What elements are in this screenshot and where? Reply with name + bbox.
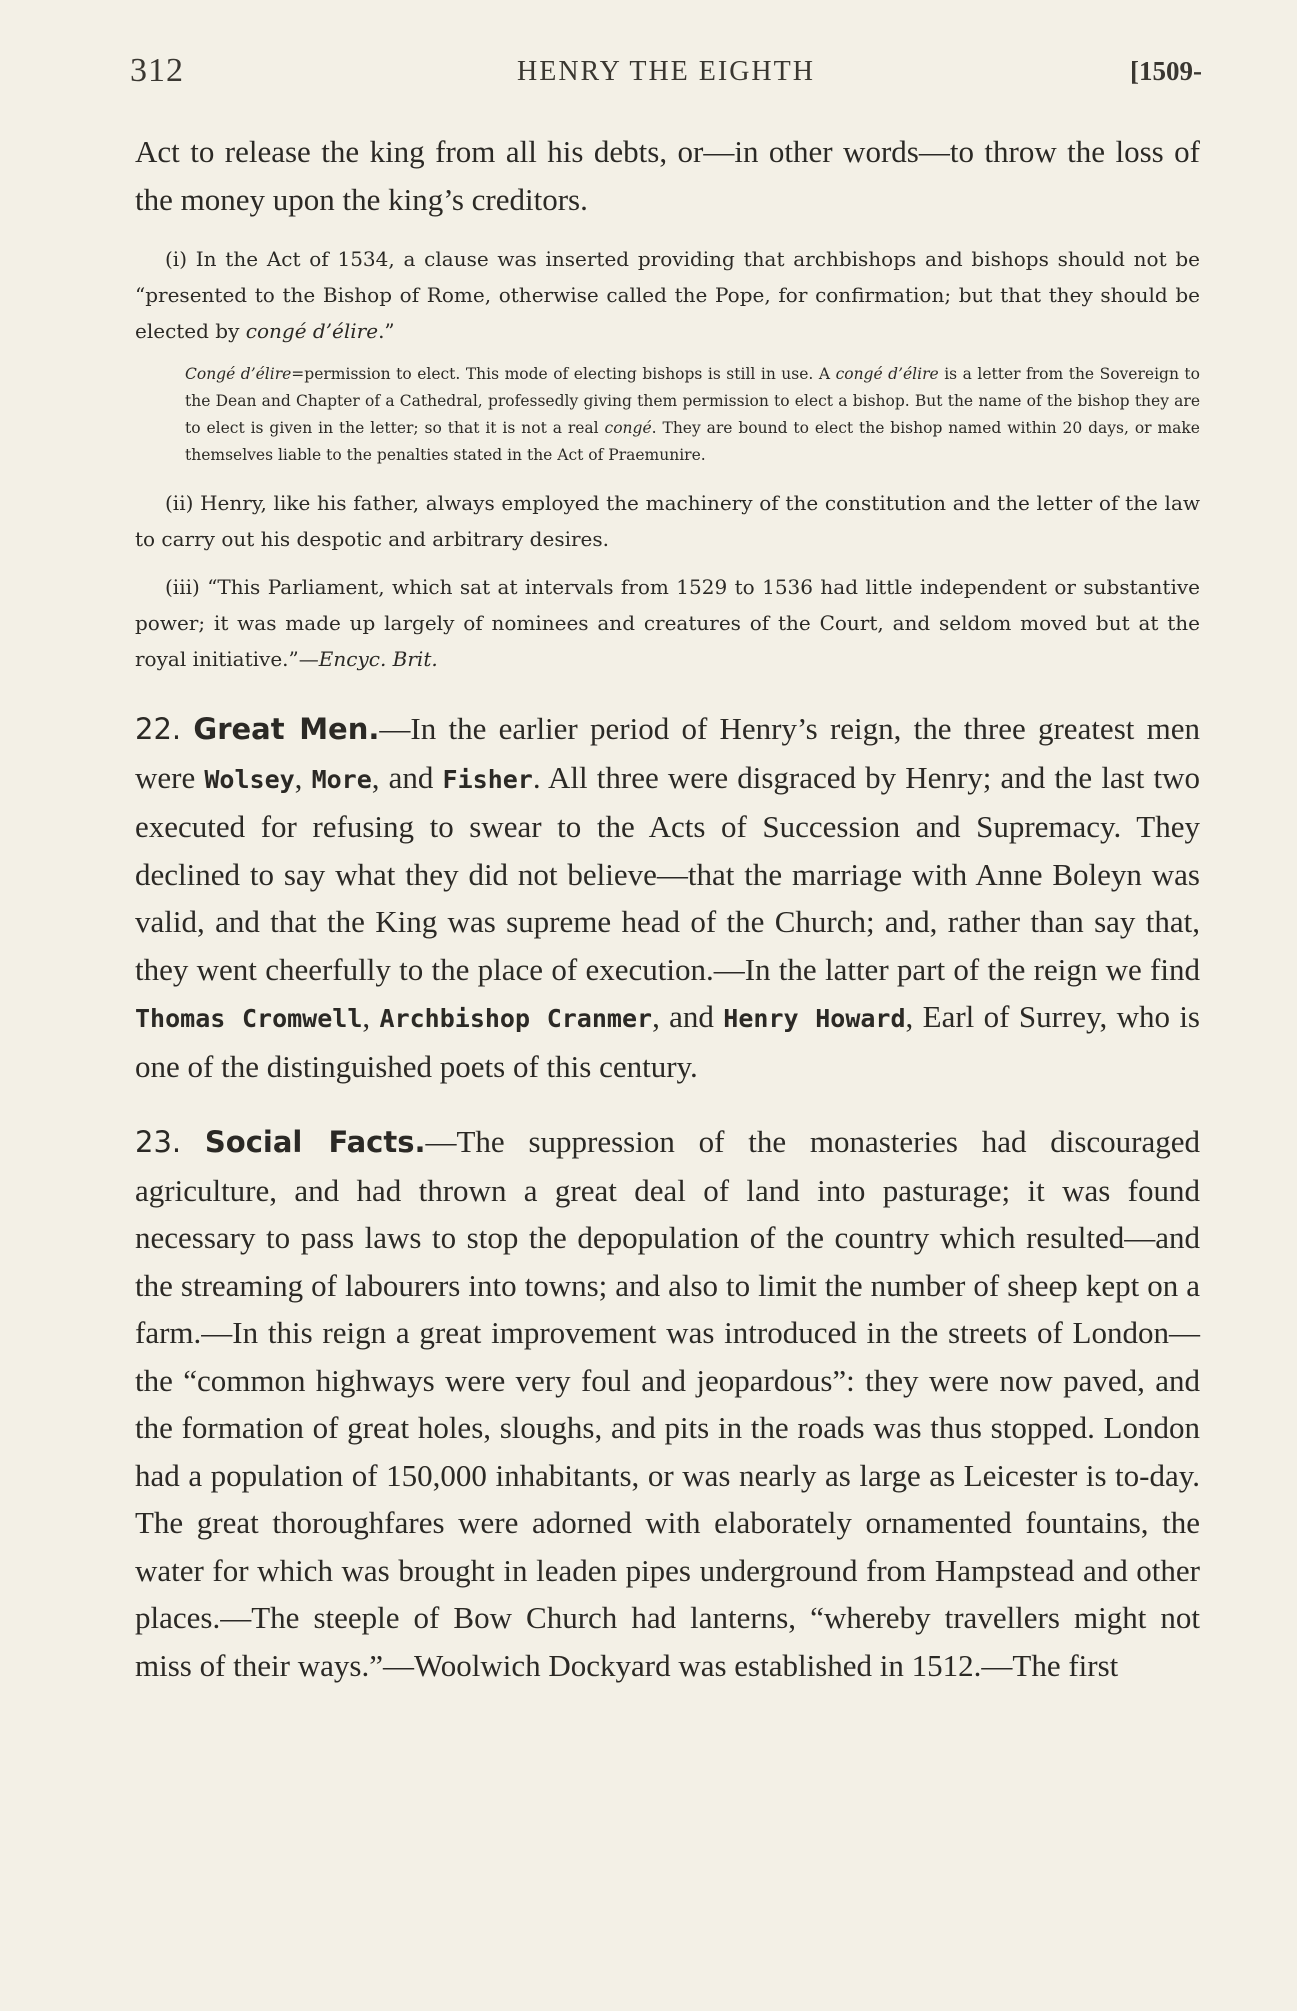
note-i-term: congé d’élire xyxy=(245,319,379,343)
page-number: 312 xyxy=(130,52,184,89)
note-iii-text: (iii) “This Parliament, which sat at intervals from 1529 to 1536 had little independent or substantive power; it was made up largely of nominees and creatures of the Court, and seldom moved but at the royal initiative.”— xyxy=(135,575,1200,671)
person-wolsey: Wolsey xyxy=(204,764,295,794)
running-title: HENRY THE EIGHTH xyxy=(517,56,815,87)
page-body xyxy=(135,128,1200,1689)
section-23-text: —The suppression of the monasteries had discouraged agriculture, and had thrown a great deal of land into pasturage; it was found necessary to pass laws to stop the depopulation of the country which resulted—and the streaming of labourers into towns; and also to limit the number of sheep kept on a farm.—In this reign a great improvement was introduced in the streets of London—the “common highways were very foul and jeopardous”: they were now paved, and the formation of great holes, sloughs, and pits in the roads was thus stopped. London had a population of 150,000 inhabitants, or was nearly as large as Leicester is to-day. The great thoroughfares were adorned with elaborately ornamented fountains, the water for which was brought in leaden pipes underground from Hampstead and other places.—The steeple of Bow Church had lanterns, “whereby travellers might not miss of their ways.”—Woolwich Dockyard was established in 1512.—The first xyxy=(135,1124,1201,1683)
section-23-number: 23. xyxy=(135,1125,182,1159)
running-header xyxy=(130,52,1202,102)
section-22-number: 22. xyxy=(135,712,182,746)
person-howard: Henry Howard xyxy=(723,1004,906,1033)
note-ii: (ii) Henry, like his father, always employed the machinery of the constitution and the letter of the law to carry out his despotic and arbitrary desires. xyxy=(135,491,1200,551)
section-23 xyxy=(135,1118,1200,1689)
person-cranmer: Archbishop Cranmer xyxy=(379,1004,653,1033)
section-22-title: Great Men. xyxy=(193,712,380,746)
section-23-title: Social Facts. xyxy=(204,1125,426,1159)
person-cromwell: Thomas Cromwell xyxy=(135,1004,363,1033)
note-i-tail: .” xyxy=(378,319,395,343)
conge-delire-note: Congé d’élire=permission to elect. This mode of electing bishops is still in use. A congé d’élire is a letter from the Sovereign to the Dean and Chapter of a Cathedral, professedly giving them permission to elect a bishop. But the name of the bishop they are to elect is given in the letter; so that it is not a real congé. They are bound to elect the bishop named within 20 days, or make themselves liable to the penalties stated in the Act of Praemunire. xyxy=(185,365,1200,464)
intro-paragraph: Act to release the king from all his debts, or—in other words—to throw the loss of the money upon the king’s creditors. xyxy=(135,134,1200,217)
note-iii xyxy=(135,569,1200,677)
conge-term: Congé d’élire xyxy=(185,365,292,383)
person-more: More xyxy=(311,764,372,794)
person-fisher: Fisher xyxy=(442,764,533,794)
note-iii-source: Encyc. Brit. xyxy=(318,647,438,671)
note-i-text: (i) In the Act of 1534, a clause was inserted providing that archbishops and bishops should not be “presented to the Bishop of Rome, otherwise called the Pope, for confirmation; but that they should be elected by xyxy=(135,247,1200,343)
year-range: [1509- xyxy=(1130,56,1202,86)
note-i xyxy=(135,241,1200,349)
section-22: 22. Great Men.—In the earlier period of Henry’s reign, the three greatest men were Wolsey, More, and Fisher. All three were disgraced by Henry; and the last two executed for refusing to swear to the Acts of Succession and Supremacy. They declined to say what they did not believe—that the marriage with Anne Boleyn was valid, and that the King was supreme head of the Church; and, rather than say that, they went cheerfully to the place of execution.—In the latter part of the reign we find Thomas Cromwell, Archbishop Cranmer, and Henry Howard, Earl of Surrey, who is one of the distinguished poets of this century. xyxy=(135,711,1201,1084)
